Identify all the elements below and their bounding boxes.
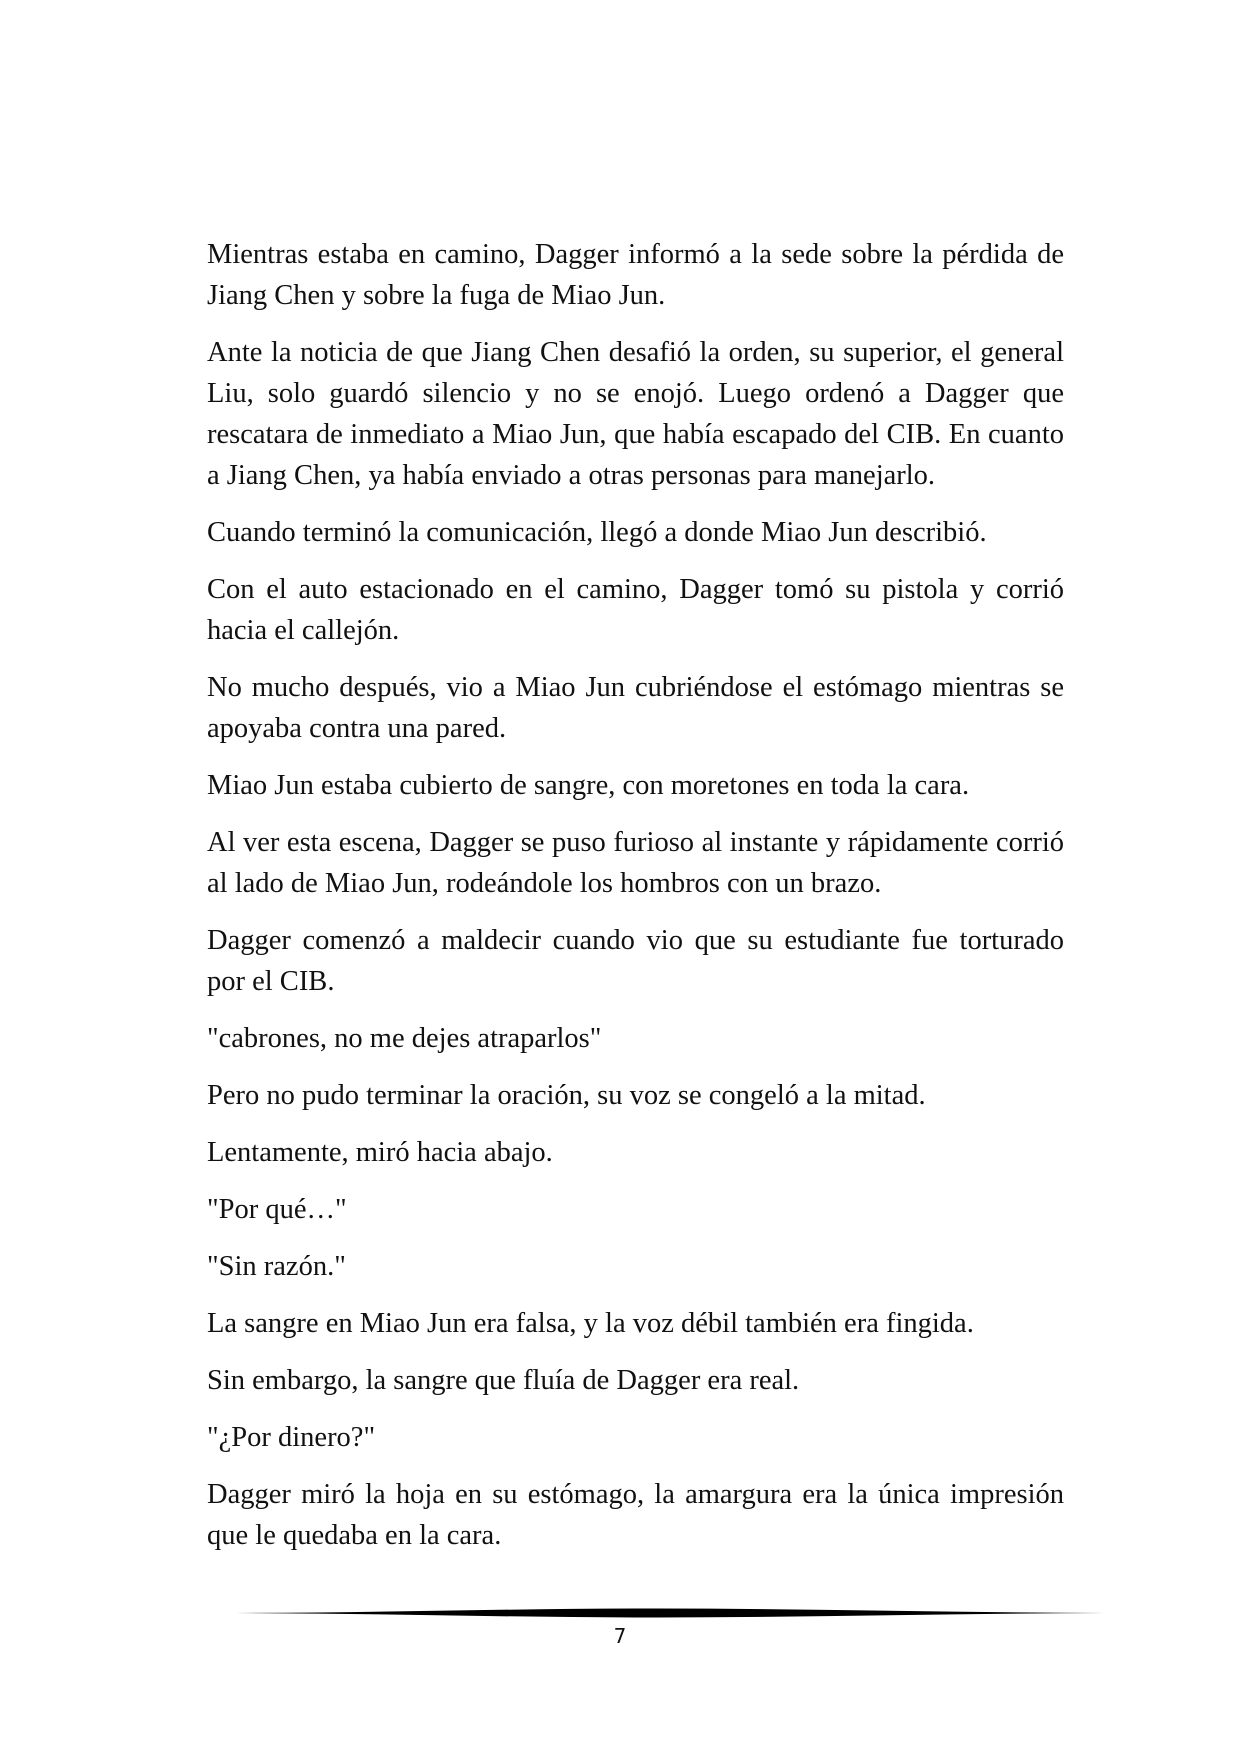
page-number: 7	[613, 1624, 627, 1648]
paragraph-9: "cabrones, no me dejes atraparlos"	[207, 1023, 602, 1054]
paragraph-8: Dagger comenzó a maldecir cuando vio que su estudiante fue torturado por el CIB.	[207, 925, 1064, 997]
paragraph-7: Al ver esta escena, Dagger se puso furioso al instante y rápidamente corrió al lado de Miao Jun, rodeándole los hombros con un brazo.	[207, 827, 1064, 899]
body-text	[207, 234, 1064, 1572]
paragraph-4: Con el auto estacionado en el camino, Dagger tomó su pistola y corrió hacia el callejón.	[207, 574, 1064, 646]
paragraph-5: No mucho después, vio a Miao Jun cubriéndose el estómago mientras se apoyaba contra una pared.	[207, 672, 1064, 744]
paragraph-3: Cuando terminó la comunicación, llegó a donde Miao Jun describió.	[207, 517, 987, 548]
paragraph-14: La sangre en Miao Jun era falsa, y la voz débil también era fingida.	[207, 1308, 974, 1339]
paragraph-1: Mientras estaba en camino, Dagger informó a la sede sobre la pérdida de Jiang Chen y sobre la fuga de Miao Jun.	[207, 239, 1064, 311]
footer-divider	[207, 1606, 1105, 1620]
paragraph-15: Sin embargo, la sangre que fluía de Dagger era real.	[207, 1365, 800, 1396]
paragraph-6: Miao Jun estaba cubierto de sangre, con moretones en toda la cara.	[207, 770, 970, 801]
paragraph-17: Dagger miró la hoja en su estómago, la amargura era la única impresión que le quedaba en la cara.	[207, 1479, 1064, 1551]
paragraph-12: "Por qué…"	[207, 1194, 347, 1225]
paragraph-2: Ante la noticia de que Jiang Chen desafió la orden, su superior, el general Liu, solo guardó silencio y no se enojó. Luego ordenó a Dagger que rescatara de inmediato a Miao Jun, que había escapado del CIB. En cuanto a Jiang Chen, ya había enviado a otras personas para manejarlo.	[207, 337, 1064, 491]
paragraph-11: Lentamente, miró hacia abajo.	[207, 1137, 553, 1168]
paragraph-13: "Sin razón."	[207, 1251, 346, 1282]
paragraph-16: "¿Por dinero?"	[207, 1422, 376, 1453]
paragraph-10: Pero no pudo terminar la oración, su voz se congeló a la mitad.	[207, 1080, 926, 1111]
